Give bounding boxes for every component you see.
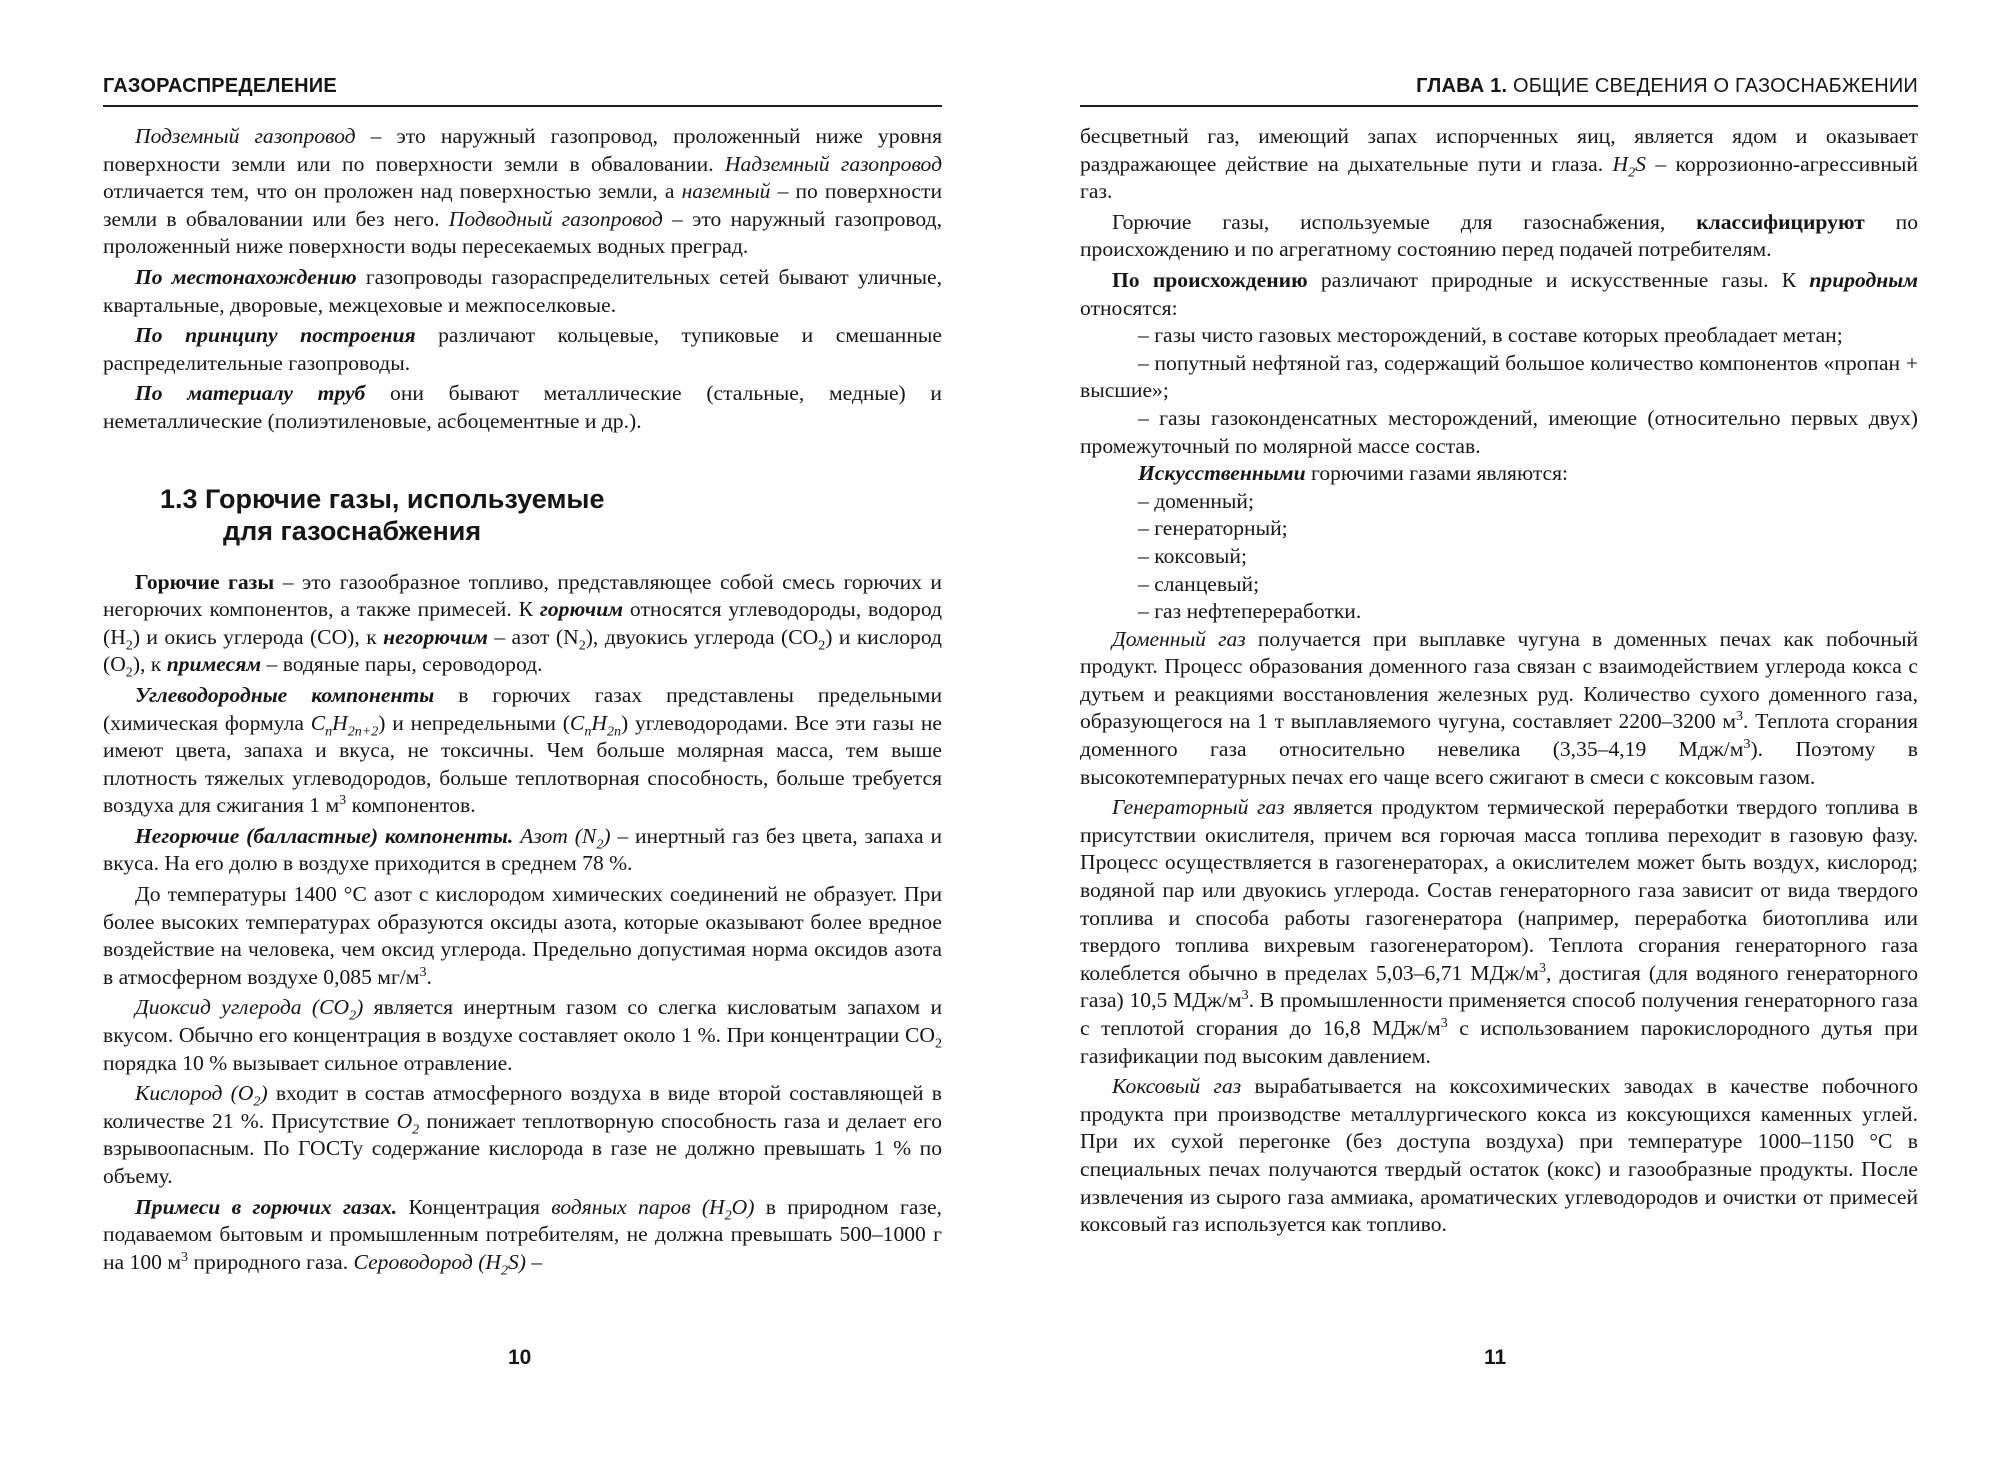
paragraph: По принципу построения различают кольцевые, тупиковые и смешанные распределительные газопроводы. (103, 323, 942, 375)
list-item: – коксовый; (1138, 543, 1247, 568)
paragraph: По происхождению различают природные и искусственные газы. К природным относятся: (1080, 267, 1919, 320)
paragraph: Коксовый газ вырабатывается на коксохимических заводах в качестве побочного продукта при производстве металлургического кокса из коксующихся каменных углей. При их сухой перегонке (без доступа воздуха) при температуре 1000–1150 °С в специальных печах получаются твердый остаток (кокс) и газообразные продукты. После извлечения из сырого газа аммиака, ароматических углеводородов и очистки от примесей коксовый газ используется как топливо. (1080, 1074, 1918, 1237)
right-page (1000, 0, 2000, 1470)
paragraph: Диоксид углерода $(CO_2)$ является инертным газом со слегка кисловатым запахом и вкусом. Обычно его концентрация в воздухе составляет около 1 %. При концентрации $CO_2$ порядка 10 % вызывает сильное отравление. (103, 995, 942, 1075)
list-item: – газы газоконденсатных месторождений, имеющие (относительно первых двух) промежуточный по молярной массе состав. (1080, 405, 1918, 458)
list-item: – доменный; (1138, 488, 1254, 513)
list-item: – генераторный; (1138, 516, 1288, 541)
term: Подземный газопровод (135, 124, 356, 148)
term: Надземный газопровод (724, 151, 942, 176)
paragraph: Подземный газопровод – это наружный газопровод, проложенный ниже уровня поверхности земли или по поверхности земли в обваловании. Надземный газопровод отличается тем, что он проложен над поверхностью земли, а наземный – по поверхности земли в обваловании или без него. Подводный газопровод – это наружный газопровод, проложенный ниже поверхности воды пересекаемых водных преград. (103, 124, 942, 259)
page-number: 10 (508, 1346, 532, 1369)
running-head: ГЛАВА 1. ОБЩИЕ СВЕДЕНИЯ О ГАЗОСНАБЖЕНИИ (1080, 75, 1918, 107)
body-text (1080, 123, 1918, 1239)
list-item: – сланцевый; (1138, 571, 1260, 596)
paragraph: Углеводородные компоненты в горючих газах представлены предельными (химическая формула $C_nH_{2n+2}$) и непредельными $(C_nH_{2n})$ углеводородами. Все эти газы не имеют цвета, запаха и вкуса, не токсичны. Чем больше молярная масса, тем выше плотность тяжелых углеводородов, больше теплотворная способность, больше требуется воздуха для сжигания 1 $м^3$ компонентов. (103, 682, 943, 818)
term: Подводный газопровод (448, 206, 663, 231)
paragraph: По местонахождению газопроводы газораспределительных сетей бывают уличные, квартальные, дворовые, межцеховые и межпоселковые. (103, 264, 942, 317)
running-head: ГАЗОРАСПРЕДЕЛЕНИЕ (103, 75, 942, 107)
paragraph: Негорючие (балластные) компоненты. Азот $(N_2)$ – инертный газ без цвета, запаха и вкуса. На его долю в воздухе приходится в среднем 78 %. (103, 823, 943, 876)
paragraph: По материалу труб они бывают металлические (стальные, медные) и неметаллические (полиэтиленовые, асбоцементные и др.). (103, 381, 942, 433)
page-number: 11 (1484, 1346, 1507, 1369)
paragraph: До температуры 1400 °С азот с кислородом химических соединений не образует. При более высоких температурах образуются оксиды азота, которые оказывают более вредное воздействие на человека, чем оксид углерода. Предельно допустимая норма оксидов азота в атмосферном воздухе 0,085 $мг/м^3$. (103, 882, 942, 989)
paragraph: Генераторный газ является продуктом термической переработки твердого топлива в присутствии окислителя, причем вся горючая масса топлива переходит в газовую фазу. Процесс осуществляется в газогенераторах, а окислителем может быть воздух, кислород; водяной пар или двуокись углерода. Состав генераторного газа зависит от вида твердого топлива и способа работы газогенератора (например, переработка биотоплива или твердого топлива вихревым газогенератором). Теплота сгорания генераторного газа колеблется обычно в пределах 5,03–6,71 МДж/$м^3$, достигая (для водяного генераторного газа) 10,5 МДж/$м^3$. В промышленности применяется способ получения генераторного газа с теплотой сгорания до 16,8 МДж/$м^3$ с использованием парокислородного дутья при газификации под высоким давлением. (1080, 795, 1918, 1068)
paragraph: Примеси в горючих газах. Концентрация водяных паров $(H_2O)$ в природном газе, подаваемом бытовым и промышленным потребителям, не должна превышать 500–1000 г на 100 $м^3$ природного газа. Сероводород $(H_2S)$ – (103, 1194, 942, 1279)
list-item: – попутный нефтяной газ, содержащий большое количество компонентов «пропан + высшие»; (1080, 350, 1918, 403)
list-item: – газы чисто газовых месторождений, в составе которых преобладает метан; (1138, 323, 1843, 348)
section-heading: 1.3 Горючие газы, используемые для газоснабжения (160, 483, 605, 546)
body-text (103, 123, 943, 1279)
paragraph: Горючие газы – это газообразное топливо, представляющее собой смесь горючих и негорючих компонентов, а также примесей. К горючим относятся углеводороды, водород $(H_2)$ и окись углерода (CO), к негорючим – азот $(N_2)$, двуокись углерода $(CO_2)$ и кислород $(O_2)$, к примесям – водяные пары, сероводород. (103, 569, 942, 681)
term: наземный (681, 179, 771, 204)
paragraph: бесцветный газ, имеющий запах испорченных яиц, является ядом и оказывает раздражающее действие на дыхательные пути и глаза. $H_2S$ – коррозионно-агрессивный газ. (1080, 124, 1918, 204)
paragraph: Горючие газы, используемые для газоснабжения, классифицируют по происхождению и по агрегатному состоянию перед подачей потребителям. (1080, 209, 1918, 262)
paragraph: Искусственными горючими газами являются: (1138, 461, 1569, 486)
paragraph: Кислород $(O_2)$ входит в состав атмосферного воздуха в виде второй составляющей в количестве 21 %. Присутствие $O_2$ понижает теплотворную способность газа и делает его взрывоопасным. По ГОСТу содержание кислорода в газе не должно превышать 1 % по объему. (103, 1081, 942, 1188)
list-item: – газ нефтепереработки. (1138, 599, 1362, 624)
paragraph: Доменный газ получается при выплавке чугуна в доменных печах как побочный продукт. Процесс образования доменного газа связан с взаимодействием углерода кокса с дутьем и реакциями восстановления железных руд. Количество сухого доменного газа, образующегося на 1 т выплавляемого чугуна, составляет 2200–3200 $м^3$. Теплота сгорания доменного газа относительно невелика (3,35–4,19 Мдж/$м^3$). Поэтому в высокотемпературных печах его чаще всего сжигают в смеси с коксовым газом. (1080, 626, 1919, 789)
